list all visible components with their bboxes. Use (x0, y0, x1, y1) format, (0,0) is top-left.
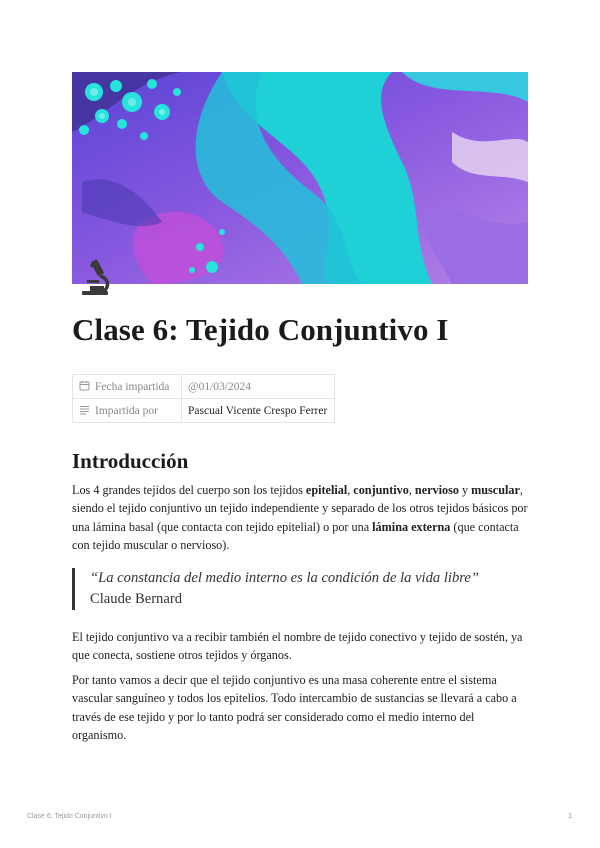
text-run: , siendo el tejido conjuntivo un tejido independiente y separado de los otros tejidos básicos por una lámina basal (que contacta con tejido epitelial) o por una (72, 483, 528, 534)
property-label: Impartida por (95, 405, 158, 417)
text-run: Los 4 grandes tejidos del cuerpo son los tejidos (72, 483, 306, 497)
property-label: Fecha impartida (95, 381, 170, 393)
property-value-teacher[interactable]: Pascual Vicente Crespo Ferrer (182, 399, 335, 423)
property-value-date[interactable]: @01/03/2024 (182, 375, 335, 399)
paragraph-synonyms: El tejido conjuntivo va a recibir también el nombre de tejido conectivo y tejido de sostén, ya que conecta, sostiene otros tejidos y órganos. (72, 630, 523, 663)
microscope-icon (78, 258, 114, 298)
text-lines-icon (79, 404, 90, 415)
text-run: , (347, 483, 354, 497)
property-key (73, 375, 182, 399)
text-run: y (458, 483, 472, 497)
bold-term: lámina externa (372, 519, 451, 534)
text-run: , (408, 483, 415, 497)
quote-text: “La constancia del medio interno es la condición de la vida libre” (90, 570, 479, 586)
paragraph-intro (72, 481, 528, 554)
properties-table (72, 374, 335, 423)
footer-title: Clase 6: Tejido Conjuntivo I (27, 813, 112, 820)
bold-term: epitelial (305, 483, 348, 497)
calendar-icon (79, 380, 90, 391)
bold-term: nervioso (414, 483, 459, 497)
cover-image (72, 72, 528, 284)
page-title: Clase 6: Tejido Conjuntivo I (72, 312, 449, 347)
property-key (73, 399, 182, 423)
property-row (73, 399, 335, 423)
section-heading: Introducción (72, 449, 189, 473)
quote-block (72, 568, 530, 610)
bold-term: conjuntivo (353, 483, 409, 497)
footer-page-number: 1 (568, 813, 572, 820)
quote-author: Claude Bernard (90, 591, 182, 607)
bold-term: muscular (471, 483, 520, 497)
property-row (73, 375, 335, 399)
text-run: (que contacta con tejido muscular o nervioso). (72, 519, 519, 552)
paragraph-internal-medium: Por tanto vamos a decir que el tejido conjuntivo es una masa coherente entre el sistema vascular sanguíneo y todos los epitelios. Todo intercambio de sustancias se llevará a cabo a través de ese tejido y por lo tanto podrá ser considerado como el medio interno del organismo. (72, 673, 517, 742)
